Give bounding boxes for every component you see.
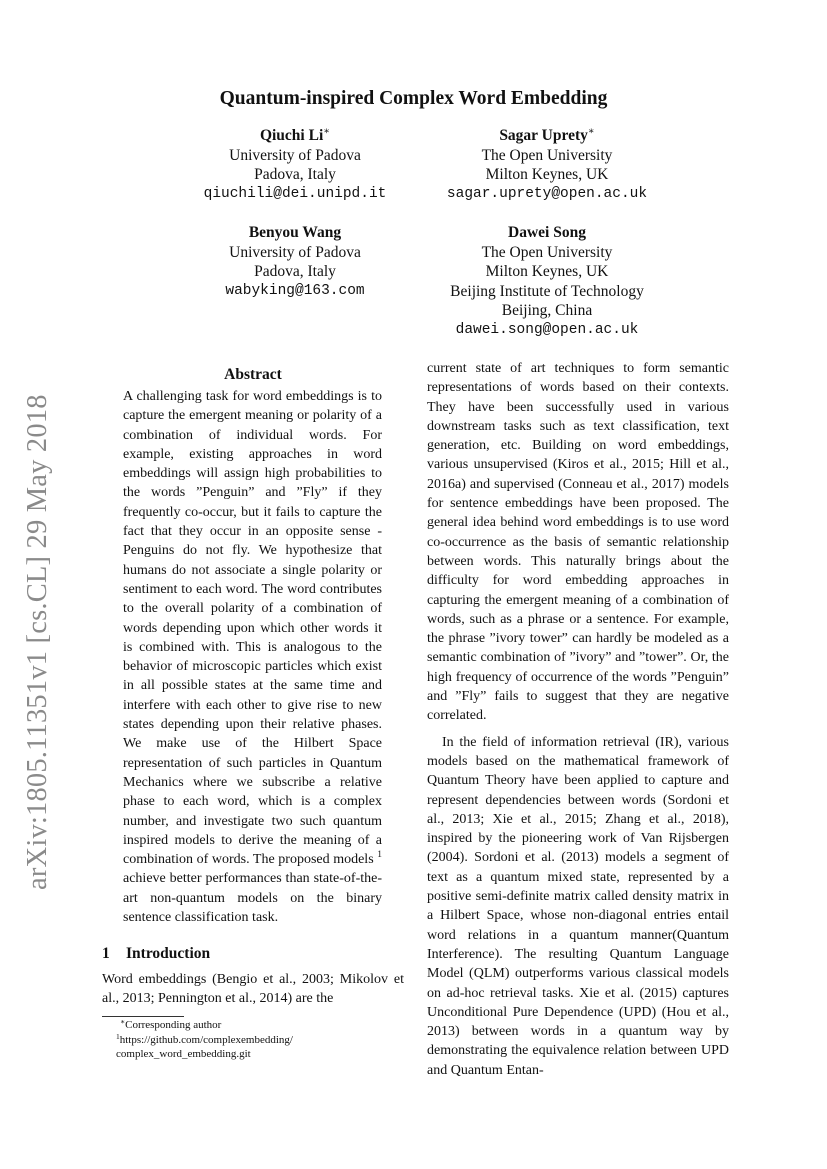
- author-name: Benyou Wang: [248, 224, 342, 241]
- author-location: Padova, Italy: [254, 166, 336, 183]
- author-email: wabyking@163.com: [225, 282, 365, 299]
- footnote-mark: 1: [116, 1031, 120, 1041]
- author-location: Padova, Italy: [254, 263, 336, 280]
- arxiv-identifier: arXiv:1805.11351v1 [cs.CL] 29 May 2018: [22, 394, 53, 890]
- section-title: Introduction: [126, 945, 211, 962]
- section-heading: [102, 945, 210, 963]
- author-affiliation: University of Padova: [229, 243, 361, 261]
- abstract-body: [123, 387, 382, 927]
- abstract-heading: Abstract: [224, 366, 282, 383]
- author-location-2: Beijing, China: [501, 302, 593, 319]
- author-location: Milton Keynes, UK: [485, 166, 609, 183]
- author-affiliation: The Open University: [481, 146, 613, 164]
- author-name: Sagar Uprety: [499, 127, 588, 144]
- footnote-ref: 1: [377, 850, 383, 861]
- paper-title: Quantum-inspired Complex Word Embedding: [219, 88, 608, 109]
- author-affiliation: University of Padova: [229, 146, 361, 164]
- abstract-text-end: achieve better performances than state-of-the-art non-quantum models on the binary sentence classification task.: [123, 871, 382, 926]
- author-name: Dawei Song: [508, 224, 586, 241]
- author-email: qiuchili@dei.unipd.it: [203, 185, 387, 202]
- footnotes: [102, 1018, 404, 1062]
- footnote-rule: [102, 1016, 184, 1017]
- body-paragraph-2: In the field of information retrieval (IR), various models based on the mathematical framework of Quantum Theory have been applied to capture and represent dependencies between words (Sordoni et al., 2013; Xie et al., 2015; Zhang et al., 2018), inspired by the pioneering work of Van Rijsbergen (2004). Sordoni et al. (2013) models a segment of text as a quantum mixed state, represented by a positive semi-definite matrix called density matrix in a Hilbert Space, whose non-diagonal entries entail word relations in a quantum manner(Quantum Interference). The resulting Quantum Language Model (QLM) outperforms various classical models on ad-hoc retrieval tasks. Xie et al. (2015) captures Unconditional Pure Dependence (UPD) (Hou et al., 2013) between words in a quantum way by demonstrating the equivalence relation between UPD and Quantum Entan-: [427, 734, 729, 1078]
- author-block-4: [397, 223, 697, 340]
- right-column: [427, 359, 729, 1080]
- author-email: dawei.song@open.ac.uk: [455, 321, 639, 338]
- author-affiliation: The Open University: [481, 243, 613, 261]
- footnote-text: Corresponding author: [125, 1019, 222, 1031]
- footnote-1: [102, 1018, 404, 1033]
- intro-paragraph: Word embeddings (Bengio et al., 2003; Mikolov et al., 2013; Pennington et al., 2014) are the: [102, 972, 404, 1007]
- corresponding-mark: ∗: [587, 126, 595, 137]
- author-name: Qiuchi Li: [259, 127, 324, 144]
- author-location: Milton Keynes, UK: [485, 263, 609, 280]
- author-affiliation-2: Beijing Institute of Technology: [450, 282, 644, 300]
- footnote-mark: ∗: [120, 1017, 126, 1026]
- author-email: sagar.uprety@open.ac.uk: [446, 185, 648, 202]
- body-paragraph-1: current state of art techniques to form semantic representations of words based on their contexts. They have been successfully used in various downstream tasks such as text classification, text generation, etc. Building on word embeddings, various unsupervised (Kiros et al., 2015; Hill et al., 2016a) and supervised (Conneau et al., 2017) models for sentence embeddings have been proposed. The general idea behind word embeddings is to use word co-occurrence as the basis of semantic relationship between words. This naturally brings about the difficulty for word embedding approaches in capturing the emergent meaning of a combination of words, such as a phrase or a sentence. For example, the phrase ”ivory tower” can hardly be modeled as a semantic combination of ”ivory” and ”tower”. Or, the high frequency of occurrence of the words ”Penguin” and ”Fly” fails to suggest that they are negative correlated.: [427, 361, 729, 724]
- footnote-2: [102, 1033, 404, 1062]
- corresponding-mark: ∗: [323, 126, 331, 137]
- abstract-text: A challenging task for word embeddings is to capture the emergent meaning or polarity of a combination of individual words. For example, existing approaches in word embeddings will assign high probabilities to the words ”Penguin” and ”Fly” if they frequently co-occur, but it fails to capture the fact that they occur in an opposite sense - Penguins do not fly. We hypothesize that humans do not associate a single polarity or sentiment to each word. The word contributes to the overall polarity of a combination of words depending upon which other words it is combined with. This is analogous to the behavior of microscopic particles which exist in all possible states at the same time and interfere with each other to give rise to new states depending upon their relative phases. We make use of the Hilbert Space representation of such particles in Quantum Mechanics where we subscribe a relative phase to each word, which is a complex number, and investigate two such quantum inspired models to derive the meaning of a combination of words. The proposed models: [123, 389, 382, 868]
- footnote-url[interactable]: https://github.com/complexembedding/ complex_word_embedding.git: [116, 1033, 293, 1060]
- author-block-2: [397, 126, 697, 204]
- section-number: 1: [102, 945, 110, 962]
